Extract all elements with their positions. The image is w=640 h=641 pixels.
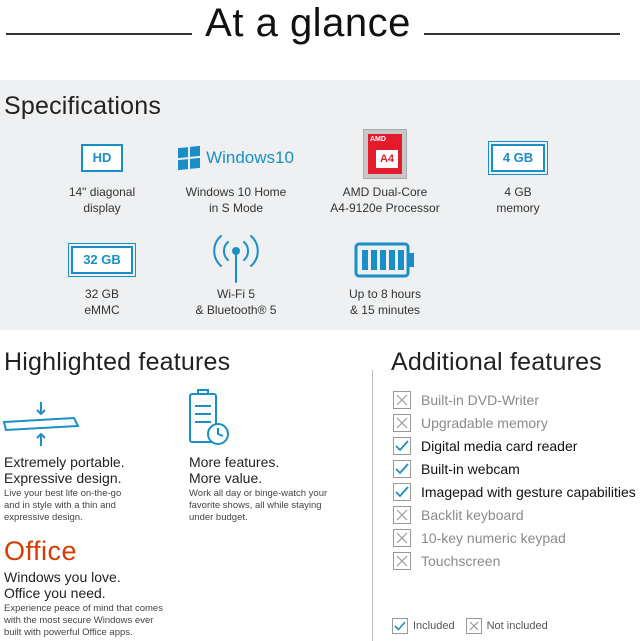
windows-logo-icon — [178, 147, 294, 169]
spec-wireless-line2: & Bluetooth® 5 — [195, 303, 277, 317]
feature-office-desc1: Experience peace of mind that comes — [4, 603, 163, 614]
page-title: At a glance — [205, 1, 411, 45]
laptop-thin-icon — [2, 400, 82, 450]
feature-portable-desc3: expressive design. — [4, 512, 83, 523]
check-icon — [393, 460, 411, 478]
spec-os-line1: Windows 10 Home — [185, 185, 287, 199]
amd-chip-brand: AMD — [370, 136, 386, 143]
feature-portable-heading1: Extremely portable. — [4, 454, 125, 470]
wifi-icon — [206, 228, 266, 284]
feature-office — [4, 536, 194, 639]
feature-value-heading2: More value. — [189, 470, 263, 486]
additional-feature-label: Imagepad with gesture capabilities — [421, 484, 636, 500]
spec-memory-line2: memory — [496, 201, 540, 215]
office-logo: Office — [4, 536, 78, 566]
additional-feature-label: Upgradable memory — [421, 415, 548, 431]
x-icon — [393, 414, 411, 432]
feature-value-heading1: More features. — [189, 454, 280, 470]
spec-battery-line2: & 15 minutes — [349, 303, 421, 317]
additional-feature-item — [393, 505, 524, 525]
feature-office-desc2: with the most secure Windows ever — [4, 615, 154, 626]
feature-portable-desc2: and in style with a thin and — [4, 500, 116, 511]
spec-wireless-line1: Wi-Fi 5 — [217, 287, 255, 301]
additional-feature-label: Built-in DVD-Writer — [421, 392, 539, 408]
additional-feature-item — [393, 413, 548, 433]
highlighted-features-title: Highlighted features — [4, 348, 231, 376]
feature-portable-desc1: Live your best life on-the-go — [4, 488, 122, 499]
spec-display-line2: display — [83, 201, 121, 215]
additional-feature-label: Touchscreen — [421, 553, 501, 569]
additional-feature-item — [393, 482, 636, 502]
specifications-title: Specifications — [4, 92, 162, 120]
feature-value-desc2: favorite shows, all while staying — [189, 500, 322, 511]
feature-office-heading1: Windows you love. — [4, 569, 121, 585]
battery-clock-icon — [186, 388, 236, 448]
spec-os-line2: in S Mode — [208, 201, 264, 215]
header-rule-right — [424, 33, 620, 35]
spec-display-line1: 14" diagonal — [68, 185, 136, 199]
spec-processor-line2: A4-9120e Processor — [330, 201, 440, 215]
feature-portable-heading2: Expressive design. — [4, 470, 122, 486]
additional-feature-item — [393, 390, 539, 410]
additional-feature-item — [393, 551, 500, 571]
feature-value-desc3: under budget. — [189, 512, 248, 523]
windows-wordmark: Windows10 — [206, 148, 294, 167]
spec-processor-line1: AMD Dual-Core — [342, 185, 428, 199]
spec-memory-line1: 4 GB — [504, 185, 532, 199]
battery-icon — [354, 240, 416, 280]
storage-icon: 32 GB — [71, 246, 133, 274]
specifications-panel — [0, 80, 640, 330]
header-rule-left — [6, 33, 192, 35]
x-icon — [393, 506, 411, 524]
legend-x-icon — [466, 618, 482, 634]
legend-included-label: Included — [413, 620, 455, 632]
additional-feature-label: Digital media card reader — [421, 438, 578, 454]
additional-feature-item — [393, 459, 520, 479]
feature-value — [189, 454, 369, 524]
page-header — [0, 0, 640, 58]
x-icon — [393, 529, 411, 547]
legend-check-icon — [392, 618, 408, 634]
feature-portable — [4, 454, 184, 524]
spec-battery-line1: Up to 8 hours — [348, 287, 422, 301]
spec-storage-line2: eMMC — [84, 303, 120, 317]
feature-office-desc3: built with powerful Office apps. — [4, 627, 133, 638]
hd-display-icon: HD — [81, 144, 124, 172]
x-icon — [393, 552, 411, 570]
memory-icon: 4 GB — [491, 144, 545, 172]
legend-not-included-label: Not included — [486, 620, 548, 632]
amd-chip-model: A4 — [376, 150, 398, 168]
check-icon — [393, 437, 411, 455]
additional-feature-item — [393, 528, 566, 548]
feature-value-desc1: Work all day or binge-watch your — [189, 488, 328, 499]
additional-feature-label: 10-key numeric keypad — [421, 530, 566, 546]
additional-feature-item — [393, 436, 577, 456]
spec-storage-line1: 32 GB — [84, 287, 120, 301]
additional-feature-label: Backlit keyboard — [421, 507, 524, 523]
check-icon — [393, 483, 411, 501]
feature-office-heading2: Office you need. — [4, 585, 106, 601]
additional-features-title: Additional features — [391, 348, 602, 376]
amd-a4-chip-icon — [363, 129, 407, 179]
highlighted-features-section — [0, 330, 372, 641]
additional-feature-label: Built-in webcam — [421, 461, 520, 477]
features-legend — [392, 618, 548, 634]
x-icon — [393, 391, 411, 409]
